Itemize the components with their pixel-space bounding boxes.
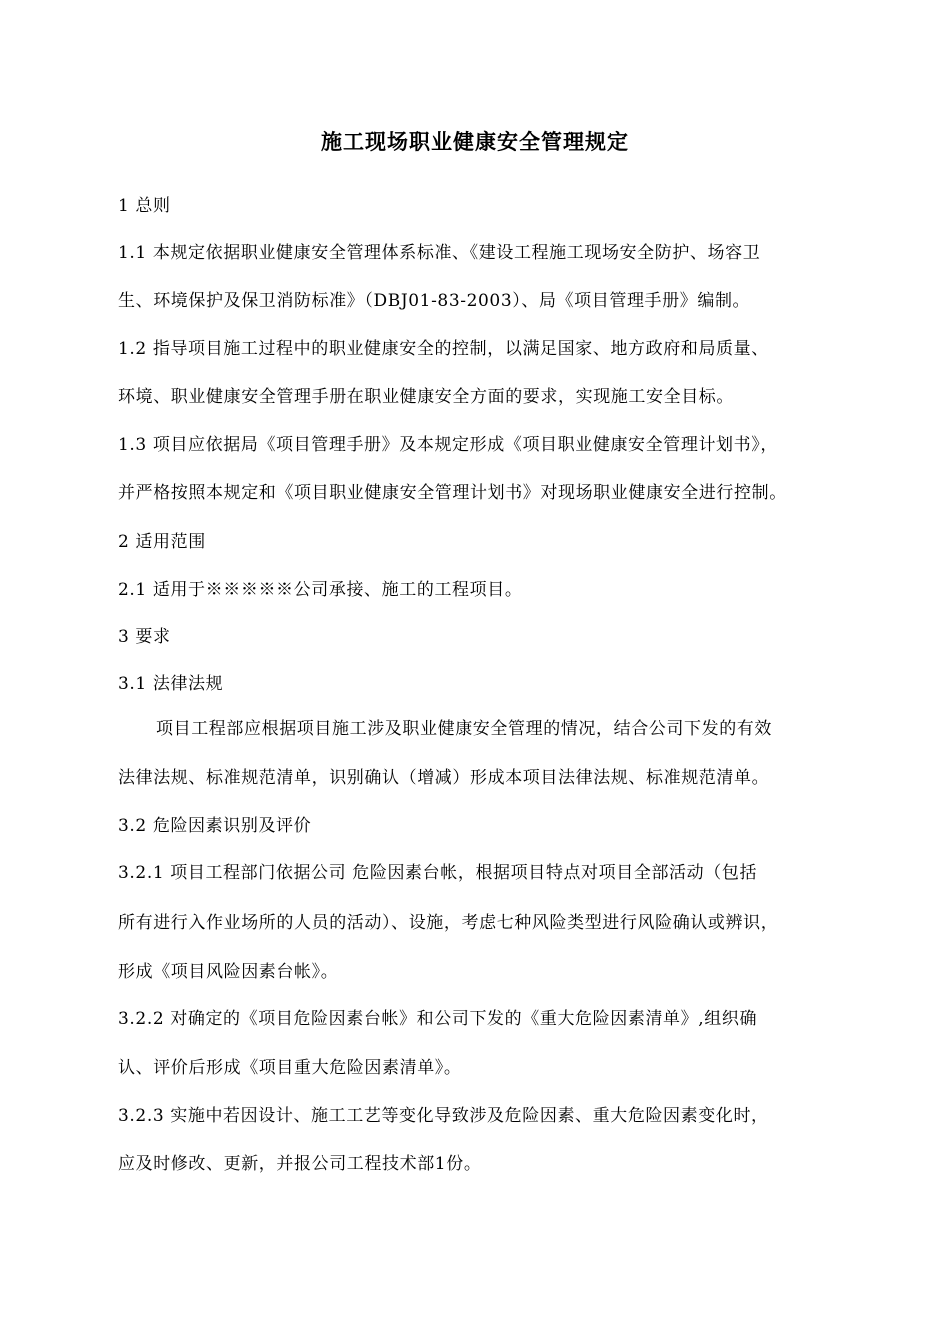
subsection-heading-hazards: 3.2 危险因素识别及评价 <box>118 816 312 836</box>
paragraph-line: 应及时修改、更新，并报公司工程技术部1份。 <box>118 1154 482 1174</box>
paragraph-line: 3.2.1 项目工程部门依据公司 危险因素台帐，根据项目特点对项目全部活动（包括 <box>118 863 758 883</box>
section-heading-general: 1 总则 <box>118 196 171 216</box>
paragraph-line: 1.1 本规定依据职业健康安全管理体系标准、《建设工程施工现场安全防护、场容卫 <box>118 243 761 263</box>
paragraph-line: 1.2 指导项目施工过程中的职业健康安全的控制，以满足国家、地方政府和局质量、 <box>118 339 769 359</box>
paragraph-line: 法律法规、标准规范清单，识别确认（增减）形成本项目法律法规、标准规范清单。 <box>118 768 770 788</box>
section-heading-requirements: 3 要求 <box>118 627 171 647</box>
paragraph-line: 环境、职业健康安全管理手册在职业健康安全方面的要求，实现施工安全目标。 <box>118 387 734 407</box>
paragraph-line: 2.1 适用于※※※※※公司承接、施工的工程项目。 <box>118 580 523 600</box>
paragraph-line: 生、环境保护及保卫消防标准》（DBJ01-83-2003）、局《项目管理手册》编制。 <box>118 291 751 311</box>
page-title: 施工现场职业健康安全管理规定 <box>321 129 629 154</box>
paragraph-line: 认、评价后形成《项目重大危险因素清单》。 <box>118 1058 462 1078</box>
paragraph-line: 3.2.3 实施中若因设计、施工工艺等变化导致涉及危险因素、重大危险因素变化时， <box>118 1106 769 1126</box>
section-heading-scope: 2 适用范围 <box>118 532 206 552</box>
paragraph-line: 1.3 项目应依据局《项目管理手册》及本规定形成《项目职业健康安全管理计划书》， <box>118 435 778 455</box>
paragraph-line: 形成《项目风险因素台帐》。 <box>118 962 339 982</box>
paragraph-line: 所有进行入作业场所的人员的活动）、设施，考虑七种风险类型进行风险确认或辨识， <box>118 913 779 933</box>
paragraph-line: 并严格按照本规定和《项目职业健康安全管理计划书》对现场职业健康安全进行控制。 <box>118 483 787 503</box>
paragraph-line: 3.2.2 对确定的《项目危险因素台帐》和公司下发的《重大危险因素清单》,组织确 <box>118 1009 758 1029</box>
paragraph-line: 项目工程部应根据项目施工涉及职业健康安全管理的情况，结合公司下发的有效 <box>156 719 772 739</box>
subsection-heading-laws: 3.1 法律法规 <box>118 674 224 694</box>
